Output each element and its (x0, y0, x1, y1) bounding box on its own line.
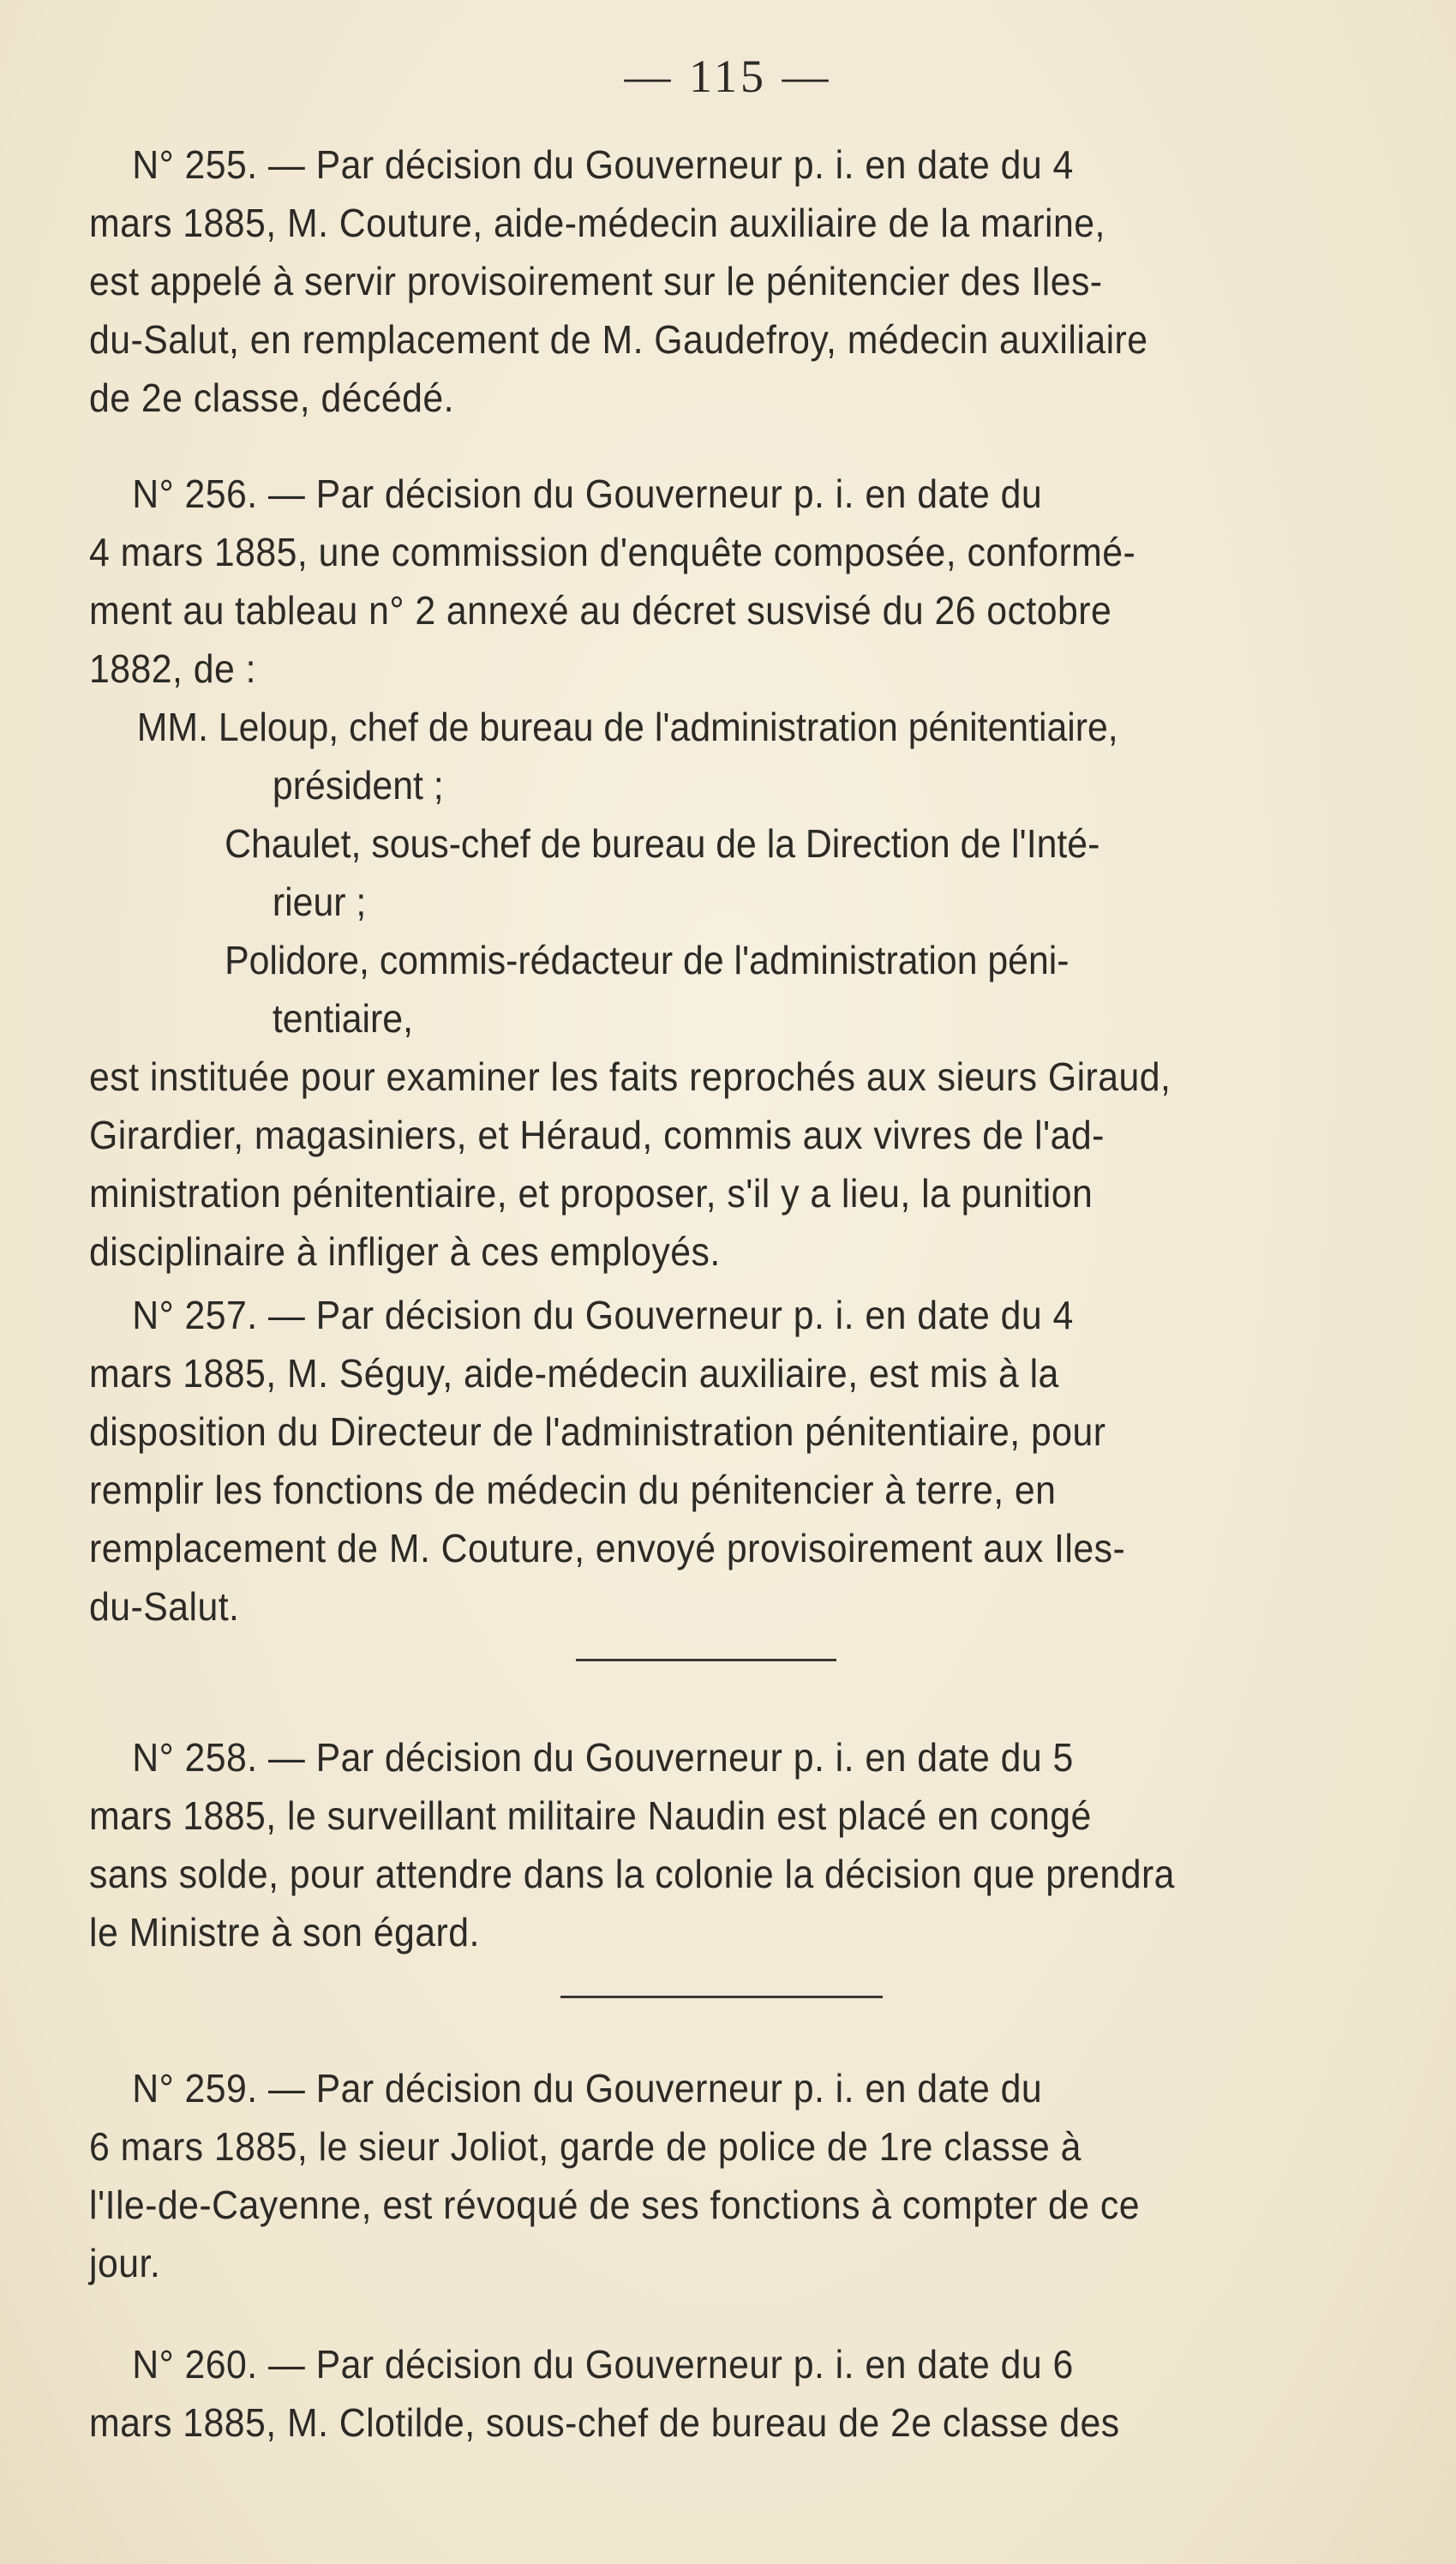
entry-line: Girardier, magasiniers, et Héraud, commis aux vivres de l'ad- (89, 1113, 1105, 1157)
entry-line: MM. Leloup, chef de bureau de l'administration pénitentiaire, (136, 705, 1118, 749)
entry-line: N° 255. — Par décision du Gouverneur p. i. en date du 4 (132, 142, 1074, 187)
entry-line: disposition du Directeur de l'administration pénitentiaire, pour (89, 1409, 1106, 1454)
page-number: — 115 — (624, 51, 832, 102)
commission-members (89, 698, 1283, 1048)
member-leloup (89, 698, 1283, 814)
entry-line: jour. (89, 2241, 161, 2285)
entry-line: mars 1885, M. Couture, aide-médecin auxiliaire de la marine, (89, 201, 1105, 245)
entry-line: mars 1885, M. Clotilde, sous-chef de bureau de 2e classe des (89, 2400, 1120, 2445)
entry-line: ministration pénitentiaire, et proposer, s'il y a lieu, la punition (89, 1171, 1093, 1216)
entry-259 (89, 2059, 1283, 2292)
entry-256 (89, 465, 1283, 698)
entry-line: mars 1885, M. Séguy, aide-médecin auxiliaire, est mis à la (89, 1351, 1059, 1396)
entry-258 (89, 1728, 1283, 1961)
entry-line: rieur ; (272, 880, 367, 924)
entry-line: du-Salut. (89, 1584, 240, 1629)
entry-line: remplir les fonctions de médecin du pénitencier à terre, en (89, 1468, 1057, 1512)
entry-line: N° 257. — Par décision du Gouverneur p. i. en date du 4 (132, 1293, 1074, 1337)
entry-line: président ; (272, 763, 444, 808)
entry-line: sans solde, pour attendre dans la colonie la décision que prendra (89, 1852, 1175, 1896)
entry-line: Polidore, commis-rédacteur de l'administration péni- (225, 938, 1070, 982)
entry-line: est instituée pour examiner les faits reprochés aux sieurs Giraud, (89, 1054, 1171, 1099)
entry-line: disciplinaire à infliger à ces employés. (89, 1229, 721, 1274)
entry-line: 6 mars 1885, le sieur Joliot, garde de police de 1re classe à (89, 2124, 1082, 2169)
entry-line: le Ministre à son égard. (89, 1910, 480, 1955)
entry-255 (89, 135, 1283, 427)
entry-line: N° 259. — Par décision du Gouverneur p. i. en date du (132, 2066, 1043, 2111)
entry-line: Chaulet, sous-chef de bureau de la Direction de l'Inté- (225, 821, 1100, 866)
entry-line: ment au tableau n° 2 annexé au décret susvisé du 26 octobre (89, 588, 1112, 633)
entry-line: est appelé à servir provisoirement sur le pénitencier des Iles- (89, 259, 1103, 303)
entry-line: 1882, de : (89, 646, 256, 691)
entry-257 (89, 1286, 1283, 1636)
entry-line: N° 258. — Par décision du Gouverneur p. i. en date du 5 (132, 1735, 1074, 1780)
separator-rule (576, 1659, 836, 1661)
entry-line: l'Ile-de-Cayenne, est révoqué de ses fonctions à compter de ce (89, 2183, 1141, 2227)
entry-256-tail (89, 1048, 1283, 1281)
entry-line: de 2e classe, décédé. (89, 375, 454, 420)
entry-line: mars 1885, le surveillant militaire Naudin est placé en congé (89, 1793, 1092, 1838)
entry-260 (89, 2335, 1283, 2452)
member-polidore (89, 931, 1283, 1048)
entry-line: N° 256. — Par décision du Gouverneur p. i. en date du (132, 471, 1043, 516)
entry-line: remplacement de M. Couture, envoyé provisoirement aux Iles- (89, 1526, 1126, 1570)
entry-line: N° 260. — Par décision du Gouverneur p. i. en date du 6 (132, 2342, 1074, 2387)
separator-rule (560, 1996, 883, 1998)
entry-line: tentiaire, (272, 996, 413, 1041)
entry-line: 4 mars 1885, une commission d'enquête composée, conformé- (89, 530, 1136, 574)
member-chaulet (89, 814, 1283, 931)
entry-line: du-Salut, en remplacement de M. Gaudefroy, médecin auxiliaire (89, 317, 1148, 362)
